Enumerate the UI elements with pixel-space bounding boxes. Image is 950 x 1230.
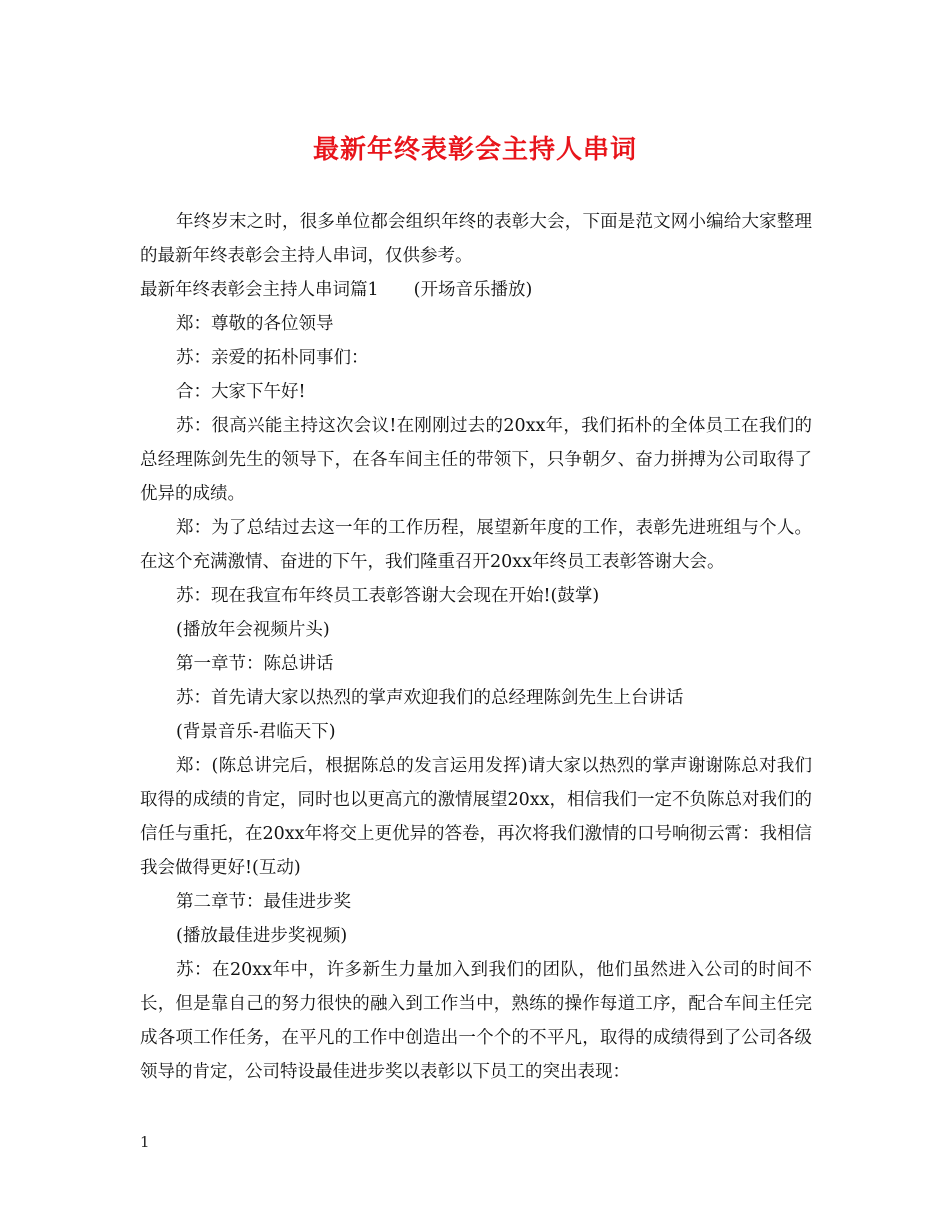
paragraph: (背景音乐-君临天下) [176,722,336,742]
paragraph: (播放最佳进步奖视频) [176,926,348,946]
page-number: 1 [140,1133,150,1151]
paragraph: (播放年会视频片头) [176,620,330,640]
document-body [140,205,812,1089]
paragraph: 苏：在20xx年中，许多新生力量加入到我们的团队，他们虽然进入公司的时间不长，但是靠自己的努力很快的融入到工作当中，熟练的操作每道工序，配合车间主任完成各项工作任务，在平凡的工作中创造出一个个的不平凡，取得的成绩得到了公司各级领导的肯定，公司特设最佳进步奖以表彰以下员工的突出表现： [140,960,812,1082]
paragraph: 第一章节：陈总讲话 [176,654,334,674]
document-title: 最新年终表彰会主持人串词 [312,135,637,165]
paragraph: 苏：很高兴能主持这次会议!在刚刚过去的20xx年，我们拓朴的全体员工在我们的总经理陈剑先生的领导下，在各车间主任的带领下，只争朝夕、奋力拼搏为公司取得了优异的成绩。 [140,416,812,504]
paragraph: 郑：(陈总讲完后，根据陈总的发言运用发挥)请大家以热烈的掌声谢谢陈总对我们取得的成绩的肯定，同时也以更高亢的激情展望20xx，相信我们一定不负陈总对我们的信任与重托，在20xx年将交上更优异的答卷，再次将我们激情的口号响彻云霄：我相信我会做得更好!(互动) [140,756,813,878]
paragraph: 郑：为了总结过去这一年的工作历程，展望新年度的工作，表彰先进班组与个人。在这个充满激情、奋进的下午，我们隆重召开20xx年终员工表彰答谢大会。 [140,518,812,572]
paragraph: 年终岁末之时，很多单位都会组织年终的表彰大会，下面是范文网小编给大家整理的最新年终表彰会主持人串词，仅供参考。 [140,212,812,266]
section-heading: 最新年终表彰会主持人串词篇1 (开场音乐播放) [140,280,533,300]
paragraph: 郑：尊敬的各位领导 [176,314,334,334]
paragraph: 苏：亲爱的拓朴同事们： [176,348,369,368]
paragraph: 苏：现在我宣布年终员工表彰答谢大会现在开始!(鼓掌) [176,586,600,606]
paragraph: 第二章节：最佳进步奖 [176,892,351,912]
paragraph: 苏：首先请大家以热烈的掌声欢迎我们的总经理陈剑先生上台讲话 [176,688,684,708]
paragraph: 合：大家下午好! [176,382,306,402]
